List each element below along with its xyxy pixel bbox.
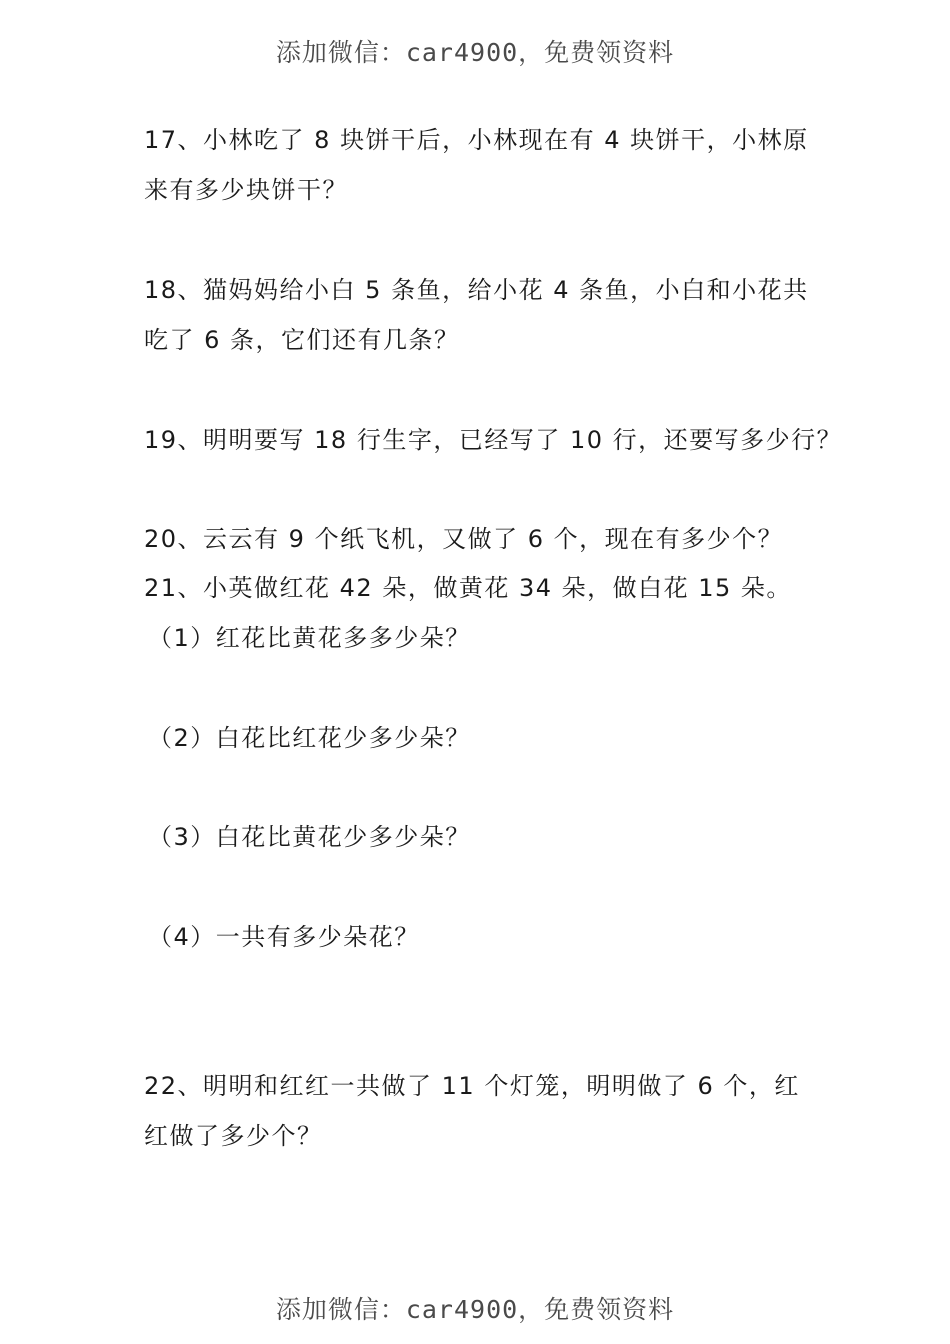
question-20-line-1: 20、云云有 9 个纸飞机，又做了 6 个，现在有多少个？ (144, 525, 784, 553)
question-21-sub-2: （2）白花比红花少多少朵？ (148, 724, 471, 752)
question-18-line-1: 18、猫妈妈给小白 5 条鱼，给小花 4 条鱼，小白和小花共 (144, 276, 809, 304)
question-21-sub-3: （3）白花比黄花少多少朵？ (148, 823, 471, 851)
question-17-line-2: 来有多少块饼干？ (144, 176, 348, 204)
watermark-top: 添加微信：car4900，免费领资料 (275, 38, 675, 67)
question-21-line-1: 21、小英做红花 42 朵，做黄花 34 朵，做白花 15 朵。 (144, 574, 792, 602)
question-18-line-2: 吃了 6 条，它们还有几条？ (144, 326, 460, 354)
question-17-line-1: 17、小林吃了 8 块饼干后，小林现在有 4 块饼干，小林原 (144, 126, 809, 154)
question-22-line-2: 红做了多少个？ (144, 1122, 323, 1150)
watermark-bottom: 添加微信：car4900，免费领资料 (275, 1295, 675, 1324)
question-21-sub-4: （4）一共有多少朵花？ (148, 923, 420, 951)
question-19-line-1: 19、明明要写 18 行生字，已经写了 10 行，还要写多少行？ (144, 426, 843, 454)
question-21-sub-1: （1）红花比黄花多多少朵？ (148, 624, 471, 652)
question-22-line-1: 22、明明和红红一共做了 11 个灯笼，明明做了 6 个，红 (144, 1072, 800, 1100)
